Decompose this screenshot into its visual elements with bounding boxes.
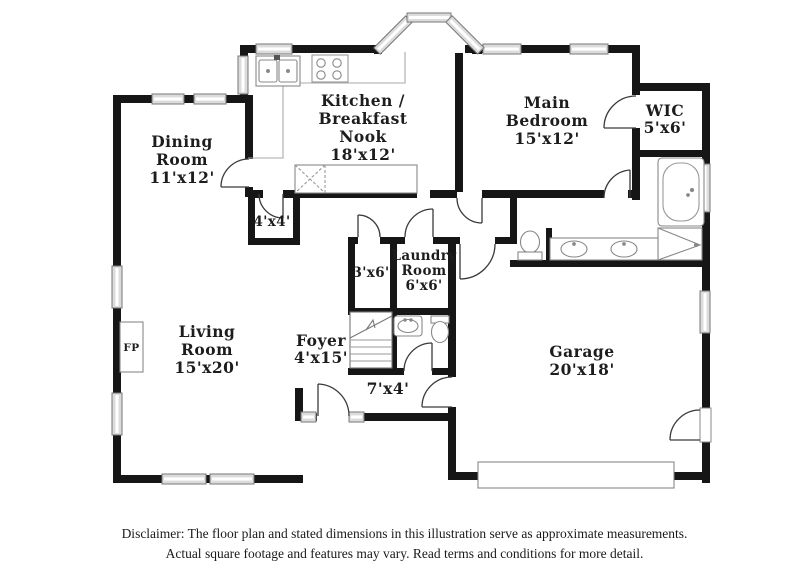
wall-segment <box>248 238 300 245</box>
disclaimer <box>0 524 809 564</box>
svg-text:18'x12': 18'x12' <box>330 145 396 164</box>
room-label-living <box>174 322 239 377</box>
svg-text:WIC: WIC <box>645 101 685 120</box>
window <box>256 44 292 54</box>
svg-text:4'x15': 4'x15' <box>293 348 349 367</box>
svg-text:4'x4': 4'x4' <box>253 214 291 230</box>
disclaimer-line-1: Disclaimer: The floor plan and stated dimensions in this illustration serve as approximate measurements. <box>121 526 688 541</box>
wall-segment <box>430 190 457 198</box>
wall-segment <box>482 190 512 198</box>
svg-text:Foyer: Foyer <box>295 331 347 350</box>
door-bedroom-hall <box>457 198 482 223</box>
sidelight-window <box>349 412 364 422</box>
wall-segment <box>432 368 455 375</box>
window <box>112 393 122 435</box>
double-vanity <box>550 238 658 260</box>
room-label-wic <box>644 101 687 137</box>
svg-text:20'x18': 20'x18' <box>549 360 615 379</box>
door-laundry <box>405 209 433 237</box>
room-label-kitchen <box>318 91 407 164</box>
door-closet <box>358 215 380 237</box>
door-front <box>318 384 349 416</box>
sidelight-window <box>301 412 316 422</box>
garage-door <box>478 462 674 488</box>
svg-text:7'x4': 7'x4' <box>366 379 410 398</box>
shower <box>658 228 702 260</box>
window <box>152 94 184 104</box>
window <box>570 44 608 54</box>
stove <box>312 55 348 82</box>
wall-segment <box>113 475 303 483</box>
svg-text:Bedroom: Bedroom <box>505 111 589 130</box>
room-label-closet <box>352 265 389 281</box>
wall-segment <box>245 95 253 159</box>
window <box>238 56 248 94</box>
door-garage-side <box>670 408 711 442</box>
toilet-powder-room <box>431 316 449 343</box>
window <box>210 474 254 484</box>
door-wic <box>604 96 636 128</box>
wall-segment <box>113 433 121 483</box>
window <box>700 291 710 333</box>
svg-text:5'x6': 5'x6' <box>643 118 687 137</box>
wall-segment <box>380 237 405 244</box>
svg-text:Room: Room <box>156 150 208 169</box>
kitchen-island <box>295 165 417 193</box>
door-garage-entry <box>460 244 495 279</box>
svg-text:Nook: Nook <box>339 127 387 146</box>
wall-segment <box>113 95 121 268</box>
room-label-garage <box>549 342 614 379</box>
svg-text:FP: FP <box>123 342 140 354</box>
stairs <box>350 312 392 368</box>
wall-segment <box>510 260 710 267</box>
wall-segment <box>640 150 710 157</box>
wall-segment <box>433 237 460 244</box>
svg-text:Main: Main <box>523 93 571 112</box>
wall-segment <box>293 190 300 245</box>
wall-segment <box>632 128 640 200</box>
wall-segment <box>349 413 455 421</box>
wall-segment <box>455 53 463 192</box>
svg-text:Dining: Dining <box>151 132 213 151</box>
svg-text:11'x12': 11'x12' <box>149 168 215 187</box>
window <box>112 266 122 308</box>
door-hall-garage <box>422 377 452 407</box>
svg-text:Kitchen /: Kitchen / <box>321 91 405 110</box>
door-powder-room <box>404 343 432 371</box>
wall-segment <box>632 83 710 91</box>
svg-text:Laundry: Laundry <box>391 248 457 264</box>
powder-sink <box>394 316 422 336</box>
window <box>194 94 226 104</box>
fireplace-label <box>123 342 139 354</box>
room-label-foyer <box>294 331 348 367</box>
svg-text:Breakfast: Breakfast <box>318 109 408 128</box>
svg-text:Room: Room <box>181 340 233 359</box>
door-main-bedroom <box>604 170 630 198</box>
room-label-pantry <box>253 214 290 230</box>
disclaimer-line-2: Actual square footage and features may vary. Read terms and conditions for more detail. <box>165 546 644 561</box>
svg-text:Room: Room <box>401 263 447 279</box>
window <box>483 44 521 54</box>
room-label-main-bedroom <box>506 93 589 148</box>
room-label-dining <box>149 132 214 187</box>
svg-text:Garage: Garage <box>549 342 615 361</box>
wall-segment <box>510 196 517 240</box>
svg-text:15'x20': 15'x20' <box>174 358 240 377</box>
door-dining <box>221 159 249 187</box>
window <box>162 474 206 484</box>
wall-segment <box>512 190 604 198</box>
bathtub <box>658 158 704 226</box>
kitchen-sink <box>256 55 300 86</box>
room-label-hall <box>367 379 410 398</box>
wall-segment <box>702 332 710 410</box>
room-label-laundry <box>391 248 457 294</box>
toilet-main-bath <box>518 231 542 260</box>
wall-segment <box>348 368 404 375</box>
svg-text:3'x6': 3'x6' <box>352 265 390 281</box>
svg-text:15'x12': 15'x12' <box>514 129 580 148</box>
svg-text:6'x6': 6'x6' <box>405 278 443 294</box>
wall-segment <box>495 237 517 244</box>
svg-text:Living: Living <box>178 322 236 341</box>
